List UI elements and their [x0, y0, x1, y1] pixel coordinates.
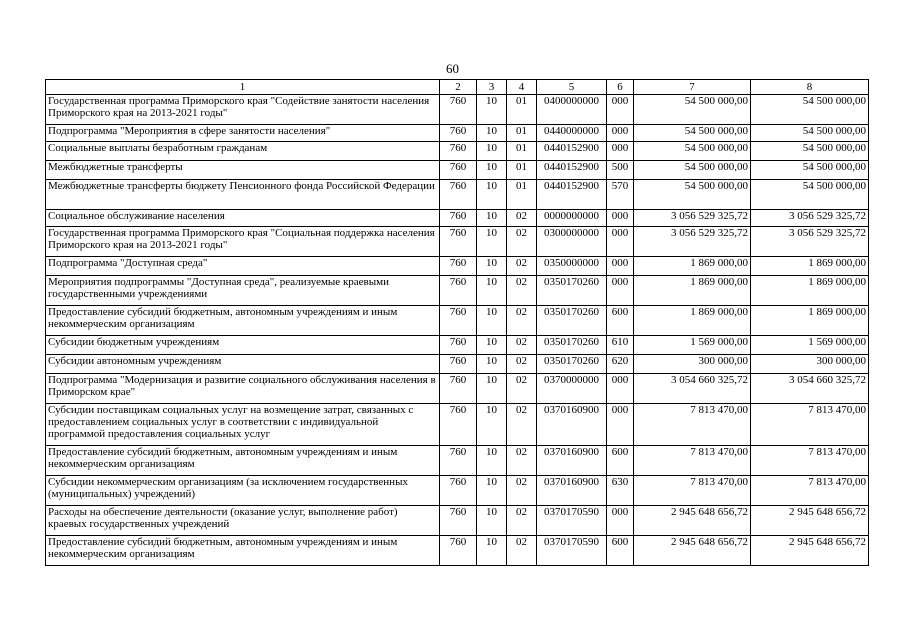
row-name: Предоставление субсидий бюджетным, автономным учреждениям и иным некоммерческим организациям: [46, 306, 440, 336]
row-admin-code: 760: [440, 476, 477, 506]
row-target-code: 0440152900: [537, 142, 607, 161]
table-row: [46, 506, 869, 536]
row-amount-7: 54 500 000,00: [634, 125, 751, 142]
row-target-code: 0000000000: [537, 210, 607, 227]
row-section: 10: [477, 210, 507, 227]
row-name: Межбюджетные трансферты бюджету Пенсионного фонда Российской Федерации: [46, 180, 440, 210]
row-target-code: 0440152900: [537, 161, 607, 180]
row-section: 10: [477, 276, 507, 306]
row-expense-type: 600: [607, 306, 634, 336]
row-target-code: 0350170260: [537, 276, 607, 306]
table-row: [46, 404, 869, 446]
table-row: [46, 125, 869, 142]
row-admin-code: 760: [440, 404, 477, 446]
row-subsection: 02: [507, 227, 537, 257]
row-amount-7: 1 869 000,00: [634, 276, 751, 306]
row-expense-type: 000: [607, 257, 634, 276]
row-subsection: 01: [507, 95, 537, 125]
row-expense-type: 500: [607, 161, 634, 180]
row-amount-8: 300 000,00: [751, 355, 869, 374]
row-section: 10: [477, 180, 507, 210]
row-section: 10: [477, 336, 507, 355]
row-target-code: 0370000000: [537, 374, 607, 404]
row-amount-7: 54 500 000,00: [634, 161, 751, 180]
row-name: Предоставление субсидий бюджетным, автономным учреждениям и иным некоммерческим организациям: [46, 446, 440, 476]
row-name: Межбюджетные трансферты: [46, 161, 440, 180]
row-name: Субсидии бюджетным учреждениям: [46, 336, 440, 355]
row-subsection: 02: [507, 257, 537, 276]
row-admin-code: 760: [440, 374, 477, 404]
row-admin-code: 760: [440, 536, 477, 566]
row-expense-type: 000: [607, 506, 634, 536]
page-number: 60: [446, 61, 459, 76]
row-expense-type: 000: [607, 374, 634, 404]
row-amount-8: 7 813 470,00: [751, 446, 869, 476]
row-target-code: 0370170590: [537, 536, 607, 566]
row-section: 10: [477, 142, 507, 161]
row-subsection: 01: [507, 161, 537, 180]
row-amount-7: 54 500 000,00: [634, 95, 751, 125]
row-section: 10: [477, 404, 507, 446]
row-target-code: 0440000000: [537, 125, 607, 142]
column-header: 4: [507, 80, 537, 95]
row-amount-8: 54 500 000,00: [751, 161, 869, 180]
row-target-code: 0370160900: [537, 476, 607, 506]
row-amount-7: 7 813 470,00: [634, 446, 751, 476]
row-amount-8: 2 945 648 656,72: [751, 536, 869, 566]
table-row: [46, 336, 869, 355]
row-subsection: 01: [507, 125, 537, 142]
row-expense-type: 570: [607, 180, 634, 210]
row-section: 10: [477, 374, 507, 404]
row-subsection: 02: [507, 306, 537, 336]
row-amount-8: 54 500 000,00: [751, 125, 869, 142]
column-header: 1: [46, 80, 440, 95]
row-section: 10: [477, 257, 507, 276]
row-subsection: 02: [507, 374, 537, 404]
row-amount-7: 1 869 000,00: [634, 306, 751, 336]
row-subsection: 02: [507, 355, 537, 374]
row-expense-type: 000: [607, 95, 634, 125]
row-section: 10: [477, 476, 507, 506]
row-amount-8: 1 869 000,00: [751, 257, 869, 276]
row-admin-code: 760: [440, 355, 477, 374]
row-name: Подпрограмма "Мероприятия в сфере занятости населения": [46, 125, 440, 142]
row-amount-7: 2 945 648 656,72: [634, 536, 751, 566]
table-row: [46, 142, 869, 161]
column-header: 7: [634, 80, 751, 95]
row-amount-7: 54 500 000,00: [634, 142, 751, 161]
row-admin-code: 760: [440, 306, 477, 336]
row-name: Социальные выплаты безработным гражданам: [46, 142, 440, 161]
row-target-code: 0370160900: [537, 446, 607, 476]
column-header: 2: [440, 80, 477, 95]
row-name: Государственная программа Приморского края "Социальная поддержка населения Приморского края на 2013-2021 годы": [46, 227, 440, 257]
row-admin-code: 760: [440, 227, 477, 257]
column-header: 3: [477, 80, 507, 95]
row-subsection: 02: [507, 210, 537, 227]
table-row: [46, 536, 869, 566]
row-admin-code: 760: [440, 336, 477, 355]
row-amount-8: 3 054 660 325,72: [751, 374, 869, 404]
row-expense-type: 630: [607, 476, 634, 506]
row-target-code: 0370160900: [537, 404, 607, 446]
row-amount-7: 3 056 529 325,72: [634, 210, 751, 227]
table-row: [46, 95, 869, 125]
table-row: [46, 276, 869, 306]
table-row: [46, 306, 869, 336]
row-admin-code: 760: [440, 161, 477, 180]
row-name: Субсидии автономным учреждениям: [46, 355, 440, 374]
table-row: [46, 476, 869, 506]
row-expense-type: 600: [607, 446, 634, 476]
row-target-code: 0350170260: [537, 306, 607, 336]
table-row: [46, 227, 869, 257]
row-admin-code: 760: [440, 446, 477, 476]
row-expense-type: 000: [607, 142, 634, 161]
budget-table: [45, 79, 869, 566]
row-expense-type: 600: [607, 536, 634, 566]
row-section: 10: [477, 536, 507, 566]
row-target-code: 0440152900: [537, 180, 607, 210]
row-name: Расходы на обеспечение деятельности (оказание услуг, выполнение работ) краевых государственных учреждений: [46, 506, 440, 536]
row-amount-8: 1 869 000,00: [751, 276, 869, 306]
row-amount-8: 7 813 470,00: [751, 404, 869, 446]
row-amount-8: 1 569 000,00: [751, 336, 869, 355]
column-header: 8: [751, 80, 869, 95]
row-amount-8: 3 056 529 325,72: [751, 227, 869, 257]
row-admin-code: 760: [440, 125, 477, 142]
row-subsection: 02: [507, 476, 537, 506]
row-name: Государственная программа Приморского края "Содействие занятости населения Приморского края на 2013-2021 годы": [46, 95, 440, 125]
row-name: Предоставление субсидий бюджетным, автономным учреждениям и иным некоммерческим организациям: [46, 536, 440, 566]
row-amount-7: 3 056 529 325,72: [634, 227, 751, 257]
row-name: Субсидии некоммерческим организациям (за исключением государственных (муниципальных) учреждений): [46, 476, 440, 506]
row-amount-8: 3 056 529 325,72: [751, 210, 869, 227]
row-section: 10: [477, 125, 507, 142]
row-amount-7: 7 813 470,00: [634, 476, 751, 506]
row-target-code: 0370170590: [537, 506, 607, 536]
row-subsection: 02: [507, 336, 537, 355]
row-subsection: 02: [507, 404, 537, 446]
row-admin-code: 760: [440, 180, 477, 210]
row-amount-8: 2 945 648 656,72: [751, 506, 869, 536]
row-admin-code: 760: [440, 257, 477, 276]
row-amount-8: 54 500 000,00: [751, 95, 869, 125]
row-section: 10: [477, 355, 507, 374]
row-admin-code: 760: [440, 210, 477, 227]
row-target-code: 0300000000: [537, 227, 607, 257]
row-name: Мероприятия подпрограммы "Доступная среда", реализуемые краевыми государственными учреждениями: [46, 276, 440, 306]
row-subsection: 02: [507, 506, 537, 536]
row-section: 10: [477, 506, 507, 536]
row-expense-type: 000: [607, 227, 634, 257]
row-expense-type: 000: [607, 125, 634, 142]
table-row: [46, 210, 869, 227]
row-amount-7: 3 054 660 325,72: [634, 374, 751, 404]
row-expense-type: 620: [607, 355, 634, 374]
row-subsection: 02: [507, 446, 537, 476]
row-target-code: 0400000000: [537, 95, 607, 125]
column-header: 6: [607, 80, 634, 95]
table-row: [46, 180, 869, 210]
table-row: [46, 355, 869, 374]
row-subsection: 02: [507, 536, 537, 566]
row-section: 10: [477, 227, 507, 257]
row-name: Подпрограмма "Доступная среда": [46, 257, 440, 276]
row-amount-7: 54 500 000,00: [634, 180, 751, 210]
row-name: Субсидии поставщикам социальных услуг на возмещение затрат, связанных с предоставлением социальных услуг в соответствии с индивидуальной программой предоставления социальных услуг: [46, 404, 440, 446]
row-section: 10: [477, 306, 507, 336]
table-row: [46, 161, 869, 180]
row-expense-type: 000: [607, 210, 634, 227]
row-name: Подпрограмма "Модернизация и развитие социального обслуживания населения в Приморском крае": [46, 374, 440, 404]
row-target-code: 0350000000: [537, 257, 607, 276]
table-row: [46, 446, 869, 476]
row-name: Социальное обслуживание населения: [46, 210, 440, 227]
row-amount-7: 2 945 648 656,72: [634, 506, 751, 536]
row-amount-7: 1 569 000,00: [634, 336, 751, 355]
row-expense-type: 610: [607, 336, 634, 355]
column-header: 5: [537, 80, 607, 95]
row-amount-8: 7 813 470,00: [751, 476, 869, 506]
row-section: 10: [477, 161, 507, 180]
row-target-code: 0350170260: [537, 336, 607, 355]
row-section: 10: [477, 446, 507, 476]
row-amount-8: 54 500 000,00: [751, 142, 869, 161]
row-amount-8: 1 869 000,00: [751, 306, 869, 336]
row-target-code: 0350170260: [537, 355, 607, 374]
row-subsection: 01: [507, 142, 537, 161]
row-subsection: 01: [507, 180, 537, 210]
row-expense-type: 000: [607, 276, 634, 306]
row-section: 10: [477, 95, 507, 125]
row-amount-7: 300 000,00: [634, 355, 751, 374]
row-subsection: 02: [507, 276, 537, 306]
row-amount-7: 1 869 000,00: [634, 257, 751, 276]
row-amount-8: 54 500 000,00: [751, 180, 869, 210]
row-admin-code: 760: [440, 276, 477, 306]
row-expense-type: 000: [607, 404, 634, 446]
header-row: [46, 80, 869, 95]
table-row: [46, 257, 869, 276]
row-admin-code: 760: [440, 142, 477, 161]
row-amount-7: 7 813 470,00: [634, 404, 751, 446]
row-admin-code: 760: [440, 506, 477, 536]
row-admin-code: 760: [440, 95, 477, 125]
table-row: [46, 374, 869, 404]
